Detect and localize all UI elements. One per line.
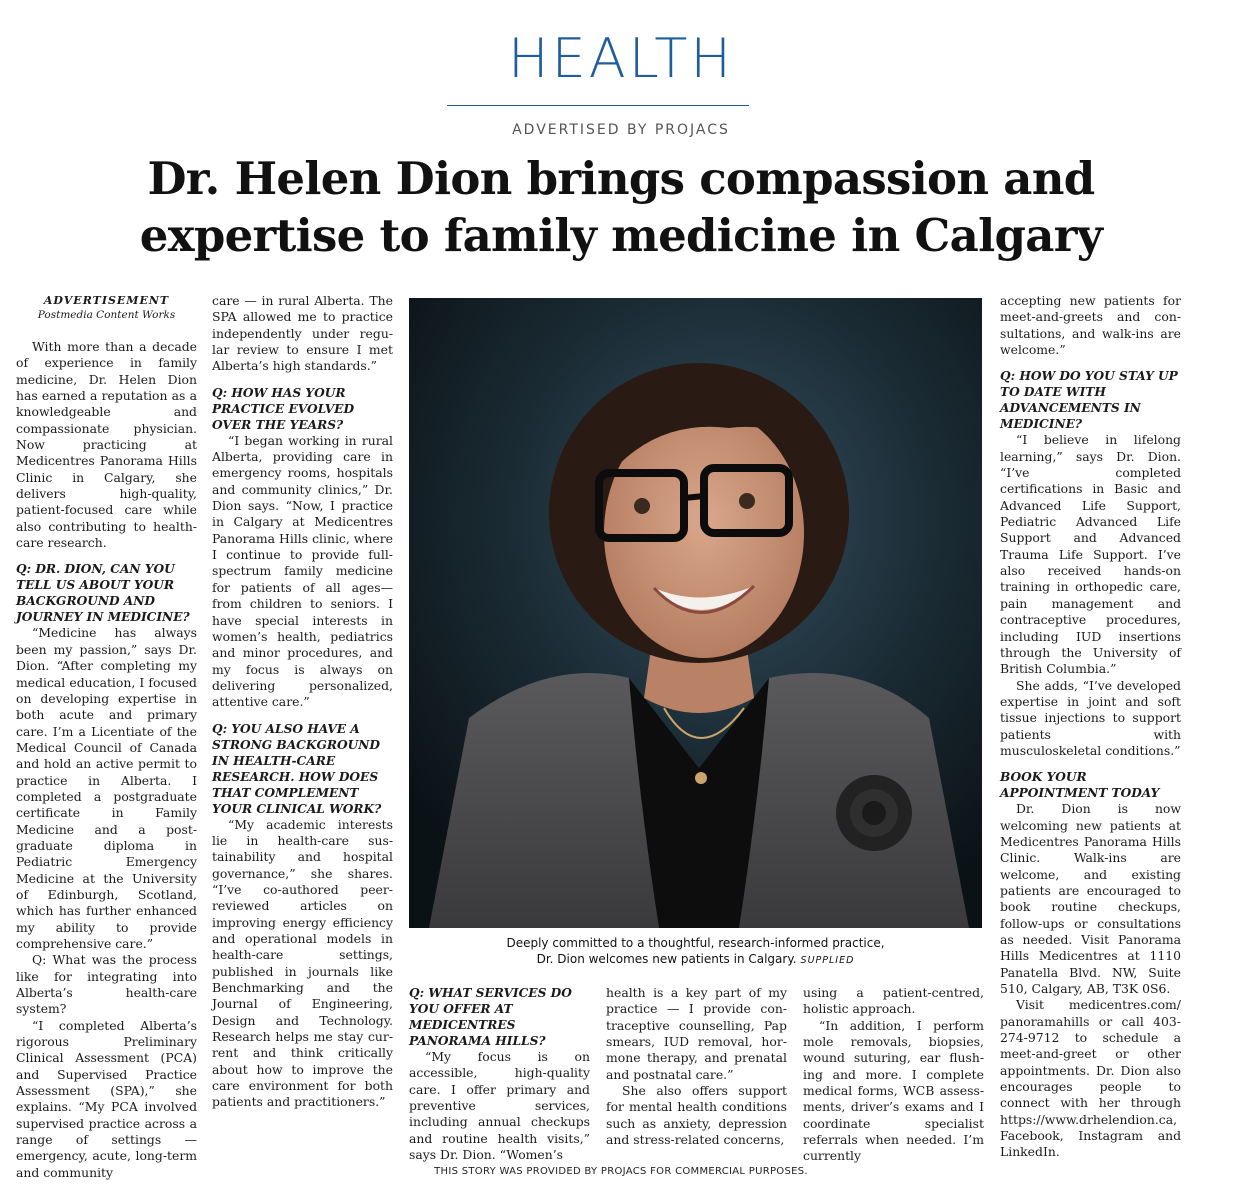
- article-column-3: [409, 985, 590, 1163]
- answer-paragraph: Dr. Dion is now welcoming new patients at Medicentres Panorama Hills Clinic. Walk-ins are welcome, and existing patients are encouraged to book routine checkups, follow-ups or consultations as needed. Visit Panorama Hills Medicentres at 1110 Panatella Blvd. NW, Suite 510, Calgary, AB, T3K 0S6.: [1000, 801, 1181, 997]
- headline-line-2: expertise to family medicine in Calgary: [139, 209, 1103, 262]
- answer-paragraph: “My academic interests lie in health-care sustainability and hospital governance,” she shares. “I’ve co-authored peer-reviewed articles on improving energy efficiency and operational models in health-care settings, published in journals like Benchmarking and the Journal of Engineering, Design and Technology. Research helps me stay current and think critically about how to improve the care environment for both patients and practitioners.”: [212, 816, 393, 1110]
- footer-disclaimer: THIS STORY WAS PROVIDED BY PROJACS FOR COMMERCIAL PURPOSES.: [434, 1166, 808, 1177]
- section-rule: [447, 105, 749, 106]
- caption-line-1: Deeply committed to a thoughtful, research-informed practice,: [506, 936, 885, 950]
- question-heading: Q: YOU ALSO HAVE A STRONG BACKGROUND IN HEALTH-CARE RESEARCH. HOW DOES THAT COMPLEMENT YOUR CLINICAL WORK?: [212, 721, 382, 816]
- question-heading: Q: HOW HAS YOUR PRACTICE EVOLVED OVER THE YEARS?: [212, 385, 355, 432]
- article-column-4: [606, 985, 787, 1148]
- answer-paragraph: “I completed Alberta’s rigorous Preliminary Clinical Assessment (PCA) and Supervised Practice Assessment (SPA),” she explains. “My PCA involved supervised practice across a range of settings — emergency, acute, long-term and community: [16, 1017, 197, 1180]
- section-title: HEALTH: [508, 27, 734, 90]
- answer-paragraph: Visit medicentres.com/ panoramahills or call 403-274-9712 to schedule a meet-and-greet or other appointments. Dr. Dion also encourages people to connect with her through https://www.drhelendion.ca, Facebook, Instagram and LinkedIn.: [1000, 997, 1181, 1160]
- continued-paragraph: accepting new patients for meet-and-greets and consultations, and walk-ins are welcome.”: [1000, 293, 1181, 358]
- answer-paragraph: “In addition, I perform mole removals, biopsies, wound suturing, ear flushing and more. I complete medical forms, WCB assessments, driver’s exams and I coordinate specialist referrals when needed. I’m currently: [803, 1017, 984, 1164]
- caption-line-2-text: Dr. Dion welcomes new patients in Calgary.: [536, 952, 797, 966]
- headline: [0, 150, 1242, 264]
- continued-paragraph: using a patient-centred, holistic approach.: [803, 985, 984, 1017]
- answer-paragraph: “My focus is on accessible, high-quality care. I offer primary and preventive services, including annual checkups and routine health visits,” says Dr. Dion. “Women’s: [409, 1049, 590, 1163]
- advertised-by: ADVERTISED BY PROJACS: [512, 122, 730, 138]
- question-inline: Q: What was the process like for integrating into Alberta’s health-care system?: [16, 952, 197, 1017]
- photo-caption: [409, 935, 982, 969]
- caption-line-2: [409, 951, 982, 969]
- byline: Postmedia Content Works: [37, 309, 176, 321]
- answer-paragraph: “I believe in lifelong learning,” says Dr. Dion. “I’ve completed certifications in Basic and Advanced Life Support, Pediatric Advanced Life Support and Advanced Trauma Life Support. I’ve also received hands-on training in orthopedic care, pain management and contraceptive procedures, including IUD insertions through the University of British Columbia.”: [1000, 432, 1181, 677]
- advertisement-kicker: ADVERTISEMENT: [43, 294, 170, 307]
- question-heading: Q: DR. DION, CAN YOU TELL US ABOUT YOUR BACKGROUND AND JOURNEY IN MEDICINE?: [16, 562, 190, 625]
- continued-paragraph: health is a key part of my practice — I provide contraceptive counselling, Pap smears, IUD removal, hormone therapy, and prenatal and postnatal care.”: [606, 985, 787, 1082]
- continued-paragraph: care — in rural Alberta. The SPA allowed me to practice independently under regular review to ensure I met Alberta’s high standards.”: [212, 293, 393, 374]
- article-column-1: [16, 293, 197, 1181]
- question-heading: Q: WHAT SERVICES DO YOU OFFER AT MEDICENTRES PANORAMA HILLS?: [409, 986, 572, 1048]
- subheading-book-appointment: BOOK YOUR APPOINTMENT TODAY: [1000, 770, 1160, 801]
- answer-paragraph: “I began working in rural Alberta, providing care in emergency rooms, hospitals and community clinics,” Dr. Dion says. “Now, I practice in Calgary at Medicentres Panorama Hills clinic, where I continue to provide full-spectrum family medicine for patients of all ages—from children to seniors. I have special interests in women’s health, pediatrics and minor procedures, and my focus is always on delivering personalized, attentive care.”: [212, 432, 393, 710]
- headline-line-1: Dr. Helen Dion brings compassion and: [147, 152, 1095, 205]
- question-heading: Q: HOW DO YOU STAY UP TO DATE WITH ADVANCEMENTS IN MEDICINE?: [1000, 369, 1178, 432]
- portrait-illustration: [409, 298, 982, 928]
- intro-paragraph: With more than a decade of experience in family medicine, Dr. Helen Dion has earned a reputation as a knowledgeable and compassionate physician. Now practicing at Medicentres Panorama Hills Clinic in Calgary, she delivers high-quality, patient-focused care while also contributing to health-care research.: [16, 339, 197, 551]
- article-column-2: [212, 293, 393, 1111]
- article-column-6: [1000, 293, 1181, 1161]
- photo-credit: SUPPLIED: [800, 955, 855, 966]
- answer-paragraph: She adds, “I’ve developed expertise in joint and soft tissue injections to support patients with musculoskeletal conditions.”: [1000, 677, 1181, 758]
- answer-paragraph: “Medicine has always been my passion,” says Dr. Dion. “After completing my medical education, I focused on developing expertise in both acute and primary care. I’m a Licentiate of the Medical Council of Canada and hold an active permit to practice in Alberta. I completed a postgraduate certificate in Family Medicine and a postgraduate diploma in Pediatric Emergency Medicine at the University of Edinburgh, Scotland, which has further enhanced my ability to provide comprehensive care.”: [16, 625, 197, 951]
- article-column-5: [803, 985, 984, 1165]
- portrait-photo: [409, 298, 982, 928]
- answer-paragraph: She also offers support for mental health conditions such as anxiety, depression and stress-related concerns,: [606, 1083, 787, 1148]
